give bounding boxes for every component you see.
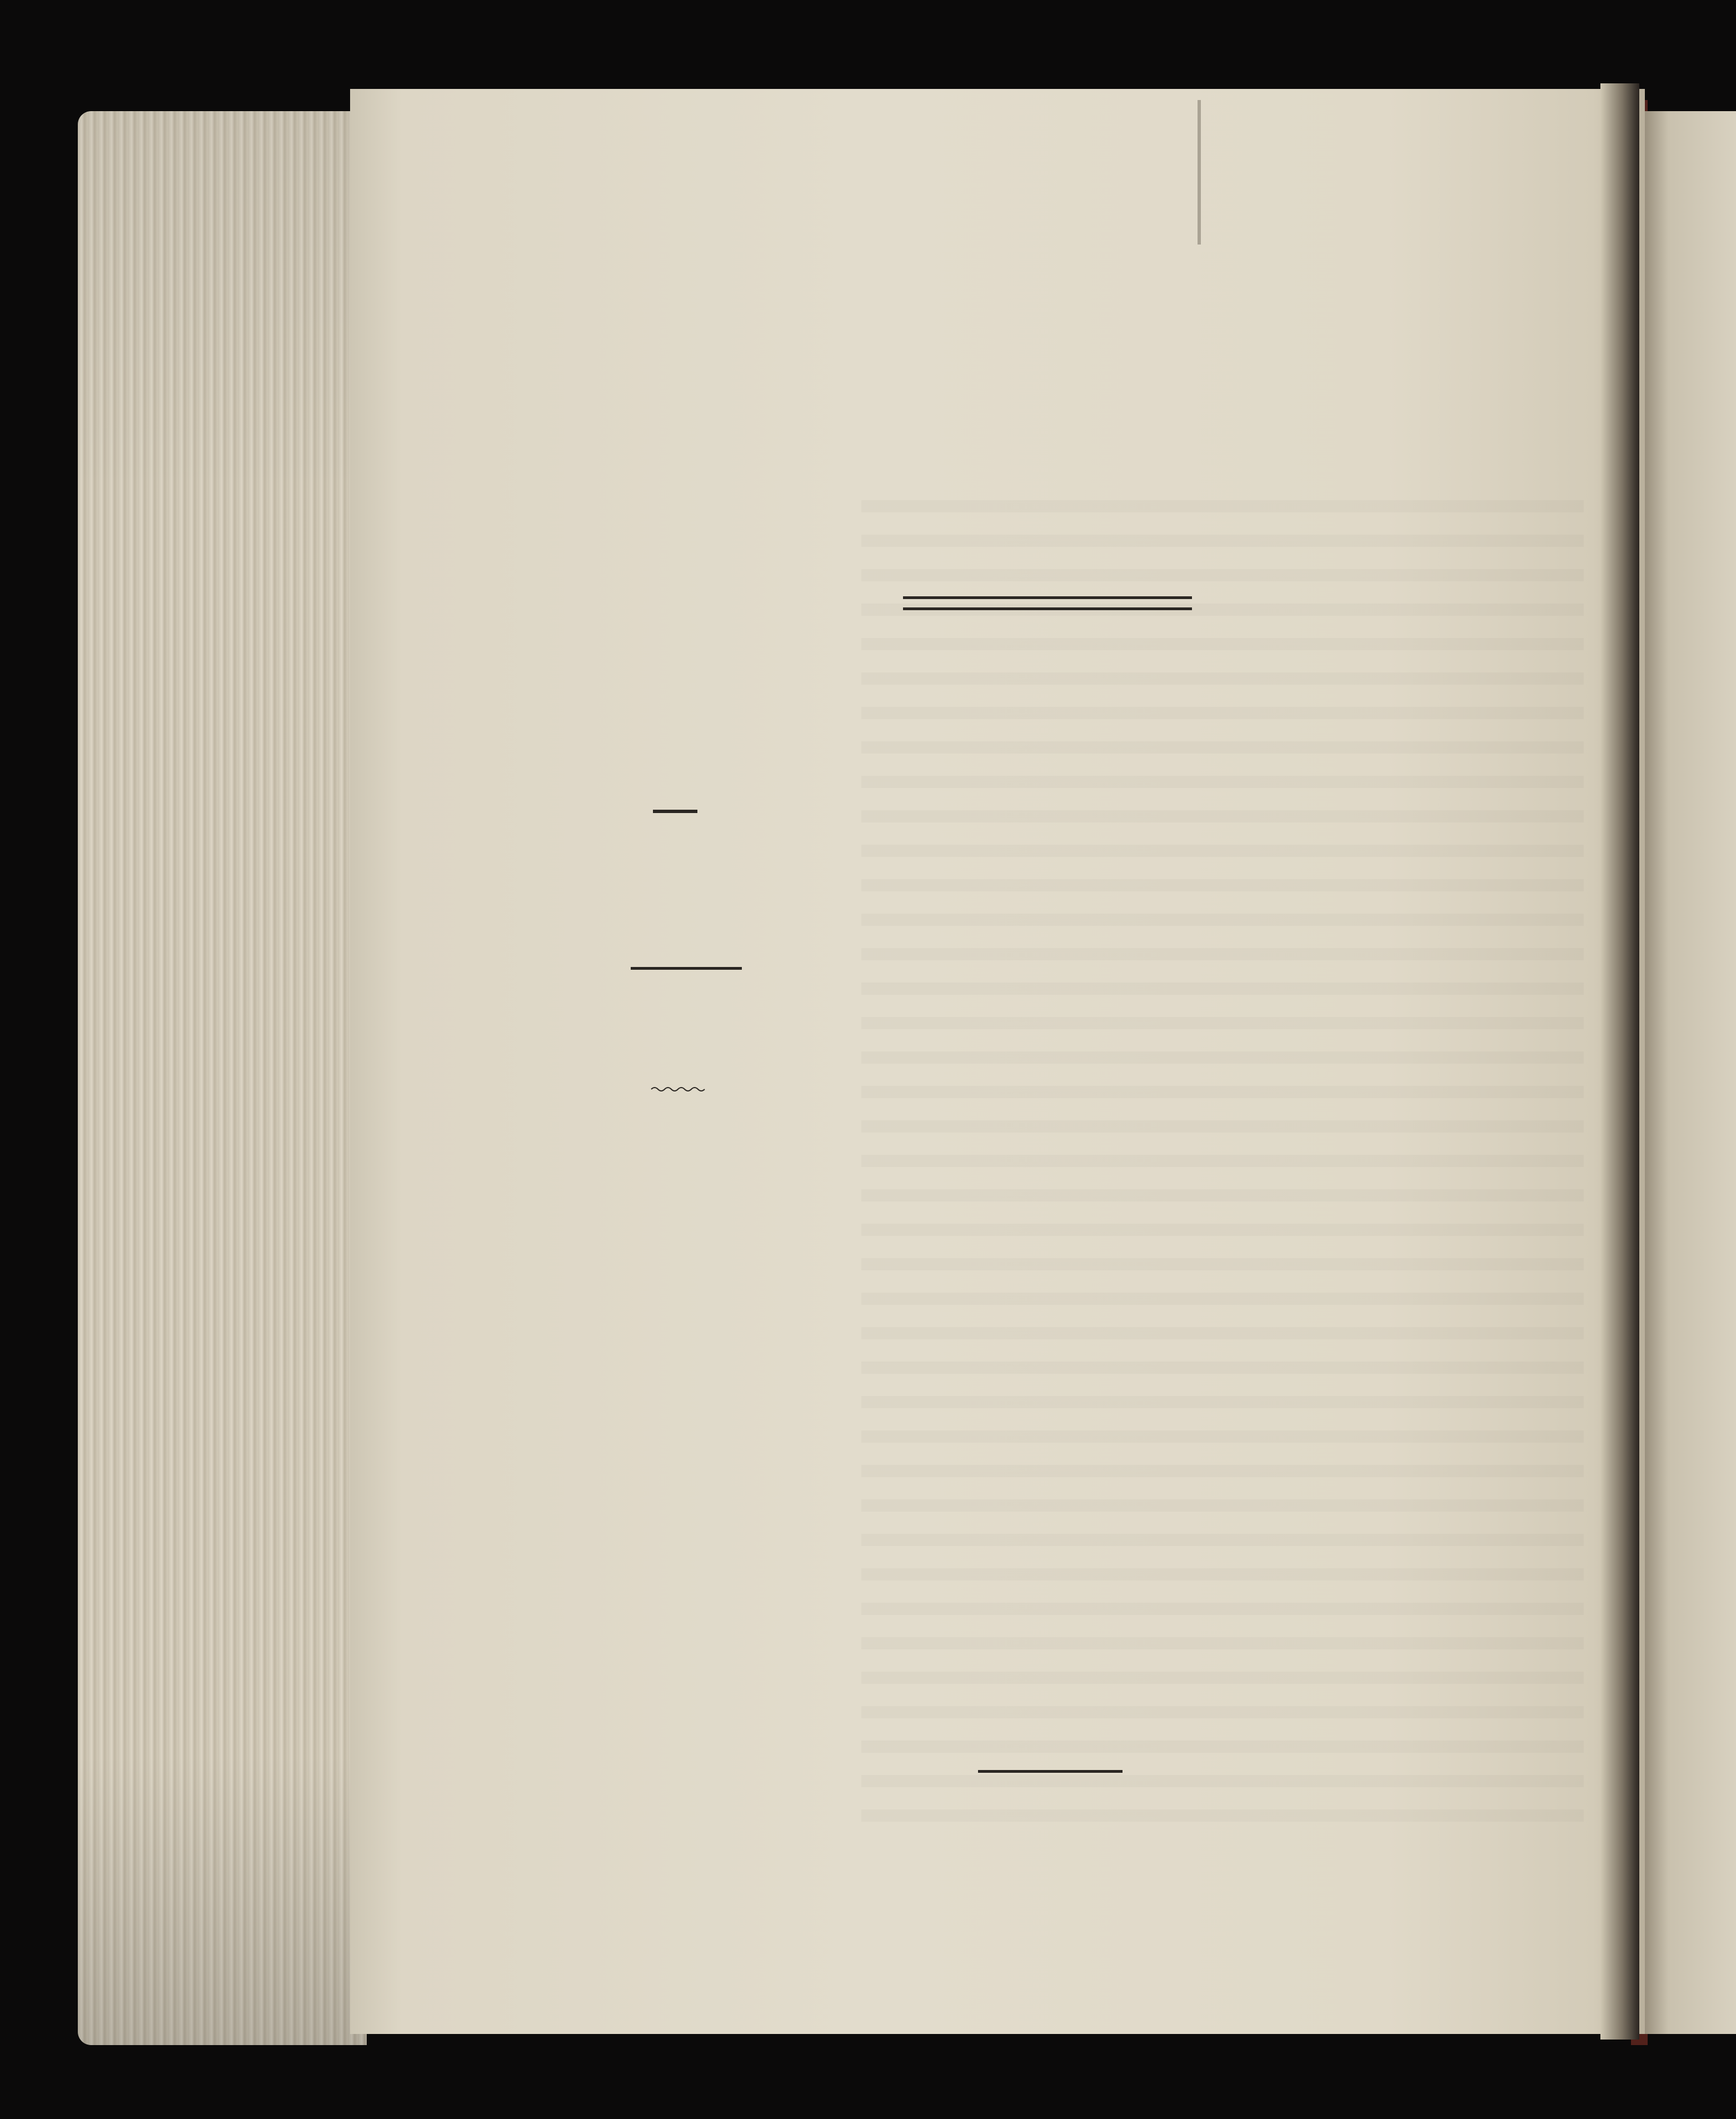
torn-fragment — [1198, 100, 1234, 245]
double-rule-bottom — [903, 607, 1192, 610]
opposite-page — [1639, 111, 1736, 2034]
ministry-dash — [653, 810, 697, 813]
double-rule-top — [903, 596, 1192, 599]
bleed-through-impression — [861, 500, 1584, 1834]
page-stack-shade — [78, 111, 367, 2045]
wavy-separator — [650, 1084, 706, 1095]
closing-rule — [978, 1770, 1123, 1773]
board-rule — [631, 967, 742, 970]
page-gutter — [1600, 83, 1639, 2040]
